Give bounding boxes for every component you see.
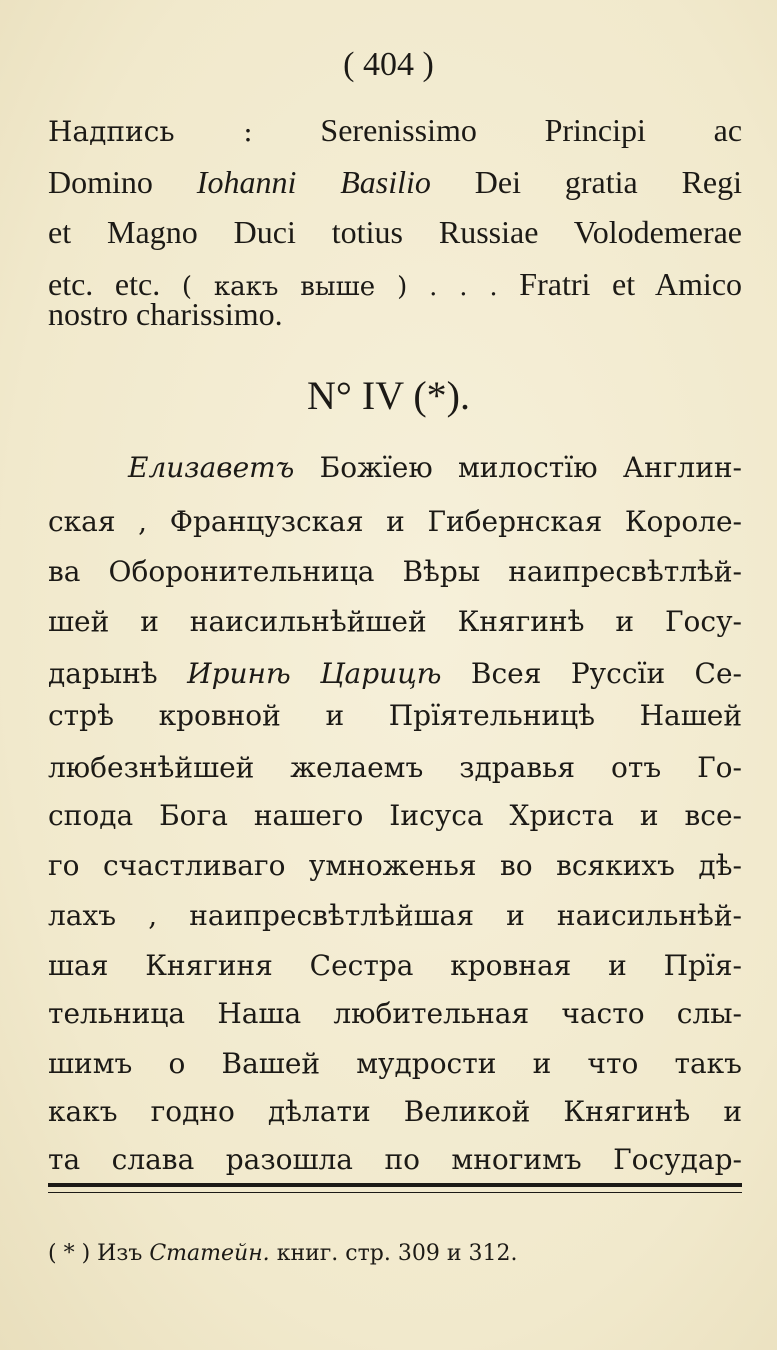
- inscription-text-1: Serenissimo Principi ac: [320, 112, 743, 148]
- inscription-text-4c: Fratri et Amico: [519, 266, 743, 302]
- body-line-2: ская , Французская и Гибернская Короле-: [48, 505, 742, 538]
- body-line-5a: дарынѣ: [48, 657, 158, 690]
- body-line-13: шимъ о Вашей мудрости и что такъ: [48, 1047, 742, 1080]
- inscription-text-4b: ( какъ выше ) . . .: [181, 272, 498, 302]
- page-number: ( 404 ): [343, 46, 434, 83]
- body-line-10: лахъ , наипресвѣтлѣйшая и наисильнѣй-: [48, 899, 742, 932]
- body-line-5c: Всея Руссїи Се-: [470, 657, 743, 690]
- footnote: [48, 1239, 742, 1269]
- footnote-marker: ( * ) Изъ: [48, 1241, 143, 1266]
- footnote-rule-thick: [48, 1183, 742, 1187]
- body-line-4: шей и наисильнѣйшей Княгинѣ и Госу-: [48, 605, 742, 638]
- inscription-text-2a: Domino: [48, 164, 153, 200]
- body-line-12: тельница Наша любительная часто слы-: [48, 997, 742, 1030]
- body-line-3: ва Оборонительница Вѣры наипресвѣтлѣй-: [48, 555, 742, 588]
- inscription-line-3: et Magno Duci totius Russiae Volodemerae: [48, 214, 742, 250]
- recipient-name: Иринѣ Царицѣ: [187, 657, 442, 690]
- inscription-text-4a: etc. etc.: [48, 266, 161, 302]
- document-heading: N° IV (*).: [306, 373, 470, 418]
- inscription-text-2c: Dei gratia Regi: [474, 164, 743, 200]
- sender-name: Елизаветъ: [128, 451, 295, 484]
- footnote-source: Статейн.: [149, 1241, 270, 1266]
- body-line-14: какъ годно дѣлати Великой Княгинѣ и: [48, 1095, 742, 1128]
- body-line-1: [128, 446, 742, 490]
- body-line-15: та слава разошла по многимъ Государ-: [48, 1143, 742, 1176]
- inscription-line-1: [48, 108, 742, 154]
- body-line-7: любезнѣйшей желаемъ здравья отъ Го-: [48, 751, 742, 784]
- footnote-ref: книг. стр. 309 и 312.: [276, 1241, 518, 1266]
- body-line-8: спода Бога нашего Iисуса Христа и все-: [48, 799, 742, 832]
- body-line-9: го счастливаго умноженья во всякихъ дѣ-: [48, 849, 742, 882]
- body-line-5: [48, 652, 742, 696]
- inscription-line-5: nostro charissimo.: [48, 296, 283, 332]
- body-line-1-text: Божїею милостїю Англин-: [319, 451, 742, 484]
- footnote-rule-thin: [48, 1192, 742, 1193]
- inscription-label: Надпись :: [48, 115, 253, 148]
- body-line-6: стрѣ кровной и Прїятельницѣ Нашей: [48, 699, 742, 732]
- inscription-line-2: [48, 160, 742, 204]
- body-line-11: шая Княгиня Сестра кровная и Прїя-: [48, 949, 742, 982]
- inscription-name: Iohanni Basilio: [196, 164, 431, 200]
